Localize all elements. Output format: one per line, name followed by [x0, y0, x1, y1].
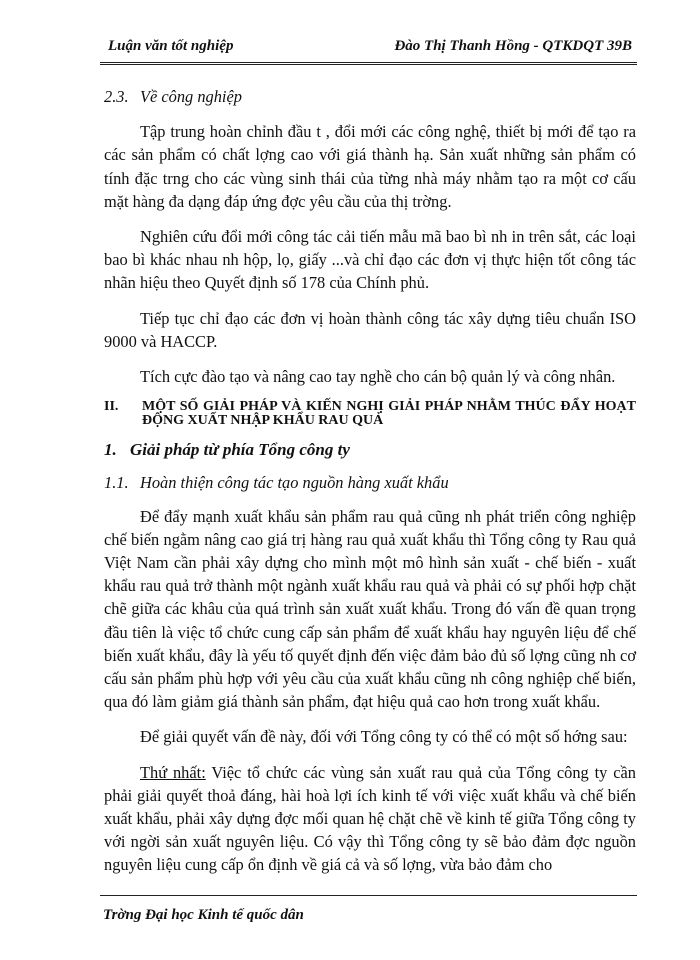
- footer-rule: [100, 895, 637, 896]
- heading-1-1-title: Hoàn thiện công tác tạo nguồn hàng xuất khẩu: [140, 473, 449, 493]
- heading-1-title: Giải pháp từ phía Tổng công ty: [130, 440, 350, 460]
- heading-1-1: [104, 471, 636, 494]
- heading-1: [104, 438, 636, 461]
- heading-1-number: 1.: [104, 440, 117, 460]
- paragraph: Tập trung hoàn chỉnh đầu t , đổi mới các công nghệ, thiết bị mới để tạo ra các sản phẩm có chất lợng cao với giá thành hạ. Sản xuất những sản phẩm có tính đặc trng cho các vùng sinh thái của từng nhà máy nhằm tạo ra một cơ cấu mặt hàng đa dạng đáp ứng đợc yêu cầu của thị trờng.: [104, 122, 636, 211]
- first-point-text: Việc tổ chức các vùng sản xuất rau quả của Tổng công ty cần phải giải quyết thoả đáng, hài hoà lợi ích kinh tế với việc xuất khẩu và chế biến xuất khẩu, phải xây dựng đợc mối quan hệ chặt chẽ về kinh tế giữa Tổng công ty với ngời sản xuất nguyên liệu. Có vậy thì Tổng công ty sẽ bảo đảm đợc nguồn nguyên liệu cung cấp ổn định về giá cả và số lợng, vừa bảo đảm cho: [104, 762, 636, 875]
- heading-II-title: MỘT SỐ GIẢI PHÁP VÀ KIẾN NGHỊ GIẢI PHÁP NHẰM THÚC ĐẨY HOẠT ĐỘNG XUẤT NHẬP KHẨU RAU QUẢ: [142, 399, 636, 429]
- paragraph: Tiếp tục chỉ đạo các đơn vị hoàn thành công tác xây dựng tiêu chuẩn ISO 9000 và HACCP.: [104, 308, 636, 351]
- heading-II-number: II.: [104, 399, 119, 415]
- paragraph: Nghiên cứu đổi mới công tác cải tiến mẫu mã bao bì nh in trên sắt, các loại bao bì khác nhau nh hộp, lọ, giấy ...và chỉ đạo các đơn vị thực hiện tốt công tác nhãn hiệu theo Quyết định số 178 của Chính phủ.: [104, 227, 636, 293]
- paragraph: Để đẩy mạnh xuất khẩu sản phẩm rau quả cũng nh phát triển công nghiệp chế biến ngằm nâng cao giá trị hàng rau quả xuất khẩu thì Tổng công ty Rau quả Việt Nam cần phải xây dựng cho mình một mô hình sản xuất - chế biến - xuất khẩu rau quả trở thành một ngành xuất khẩu rau quả và phải có sự phối hợp chặt chẽ giữa các khâu của quá trình sản xuất xuất khẩu. Trong đó vấn đề quan trọng đầu tiên là việc tổ chức cung cấp sản phẩm để xuất khẩu hay nguyên liệu để chế biến xuất khẩu, đây là yếu tố quyết định đến việc đảm bảo đủ số lợng cũng nh cơ cấu sản phẩm phù hợp với yêu cầu của xuất khẩu cũng nh công nghiệp chế biến, qua đó làm giảm giá thành sản phẩm, đạt hiệu quả cao hơn trong xuất khẩu.: [104, 506, 636, 712]
- header-rule: [100, 62, 637, 65]
- heading-II: [104, 400, 636, 428]
- header-thesis-label: Luận văn tốt nghiệp: [108, 38, 234, 54]
- heading-2-3-number: 2.3.: [104, 87, 129, 106]
- paragraph: Tích cực đào tạo và nâng cao tay nghề cho cán bộ quản lý và công nhân.: [140, 367, 616, 387]
- page-header: [100, 38, 637, 60]
- page-footer: Trờng Đại học Kinh tế quốc dân: [103, 907, 304, 923]
- heading-1-1-number: 1.1.: [104, 473, 129, 493]
- paragraph-first-point: [104, 761, 636, 877]
- first-point-label: Thứ nhất:: [140, 762, 206, 782]
- page-body: [104, 85, 636, 889]
- paragraph: Để giải quyết vấn đề này, đối với Tổng công ty có thể có một số hớng sau:: [140, 727, 628, 747]
- header-author: Đào Thị Thanh Hồng - QTKDQT 39B: [394, 38, 632, 54]
- heading-2-3: [104, 85, 636, 108]
- heading-2-3-title: Về công nghiệp: [140, 87, 242, 106]
